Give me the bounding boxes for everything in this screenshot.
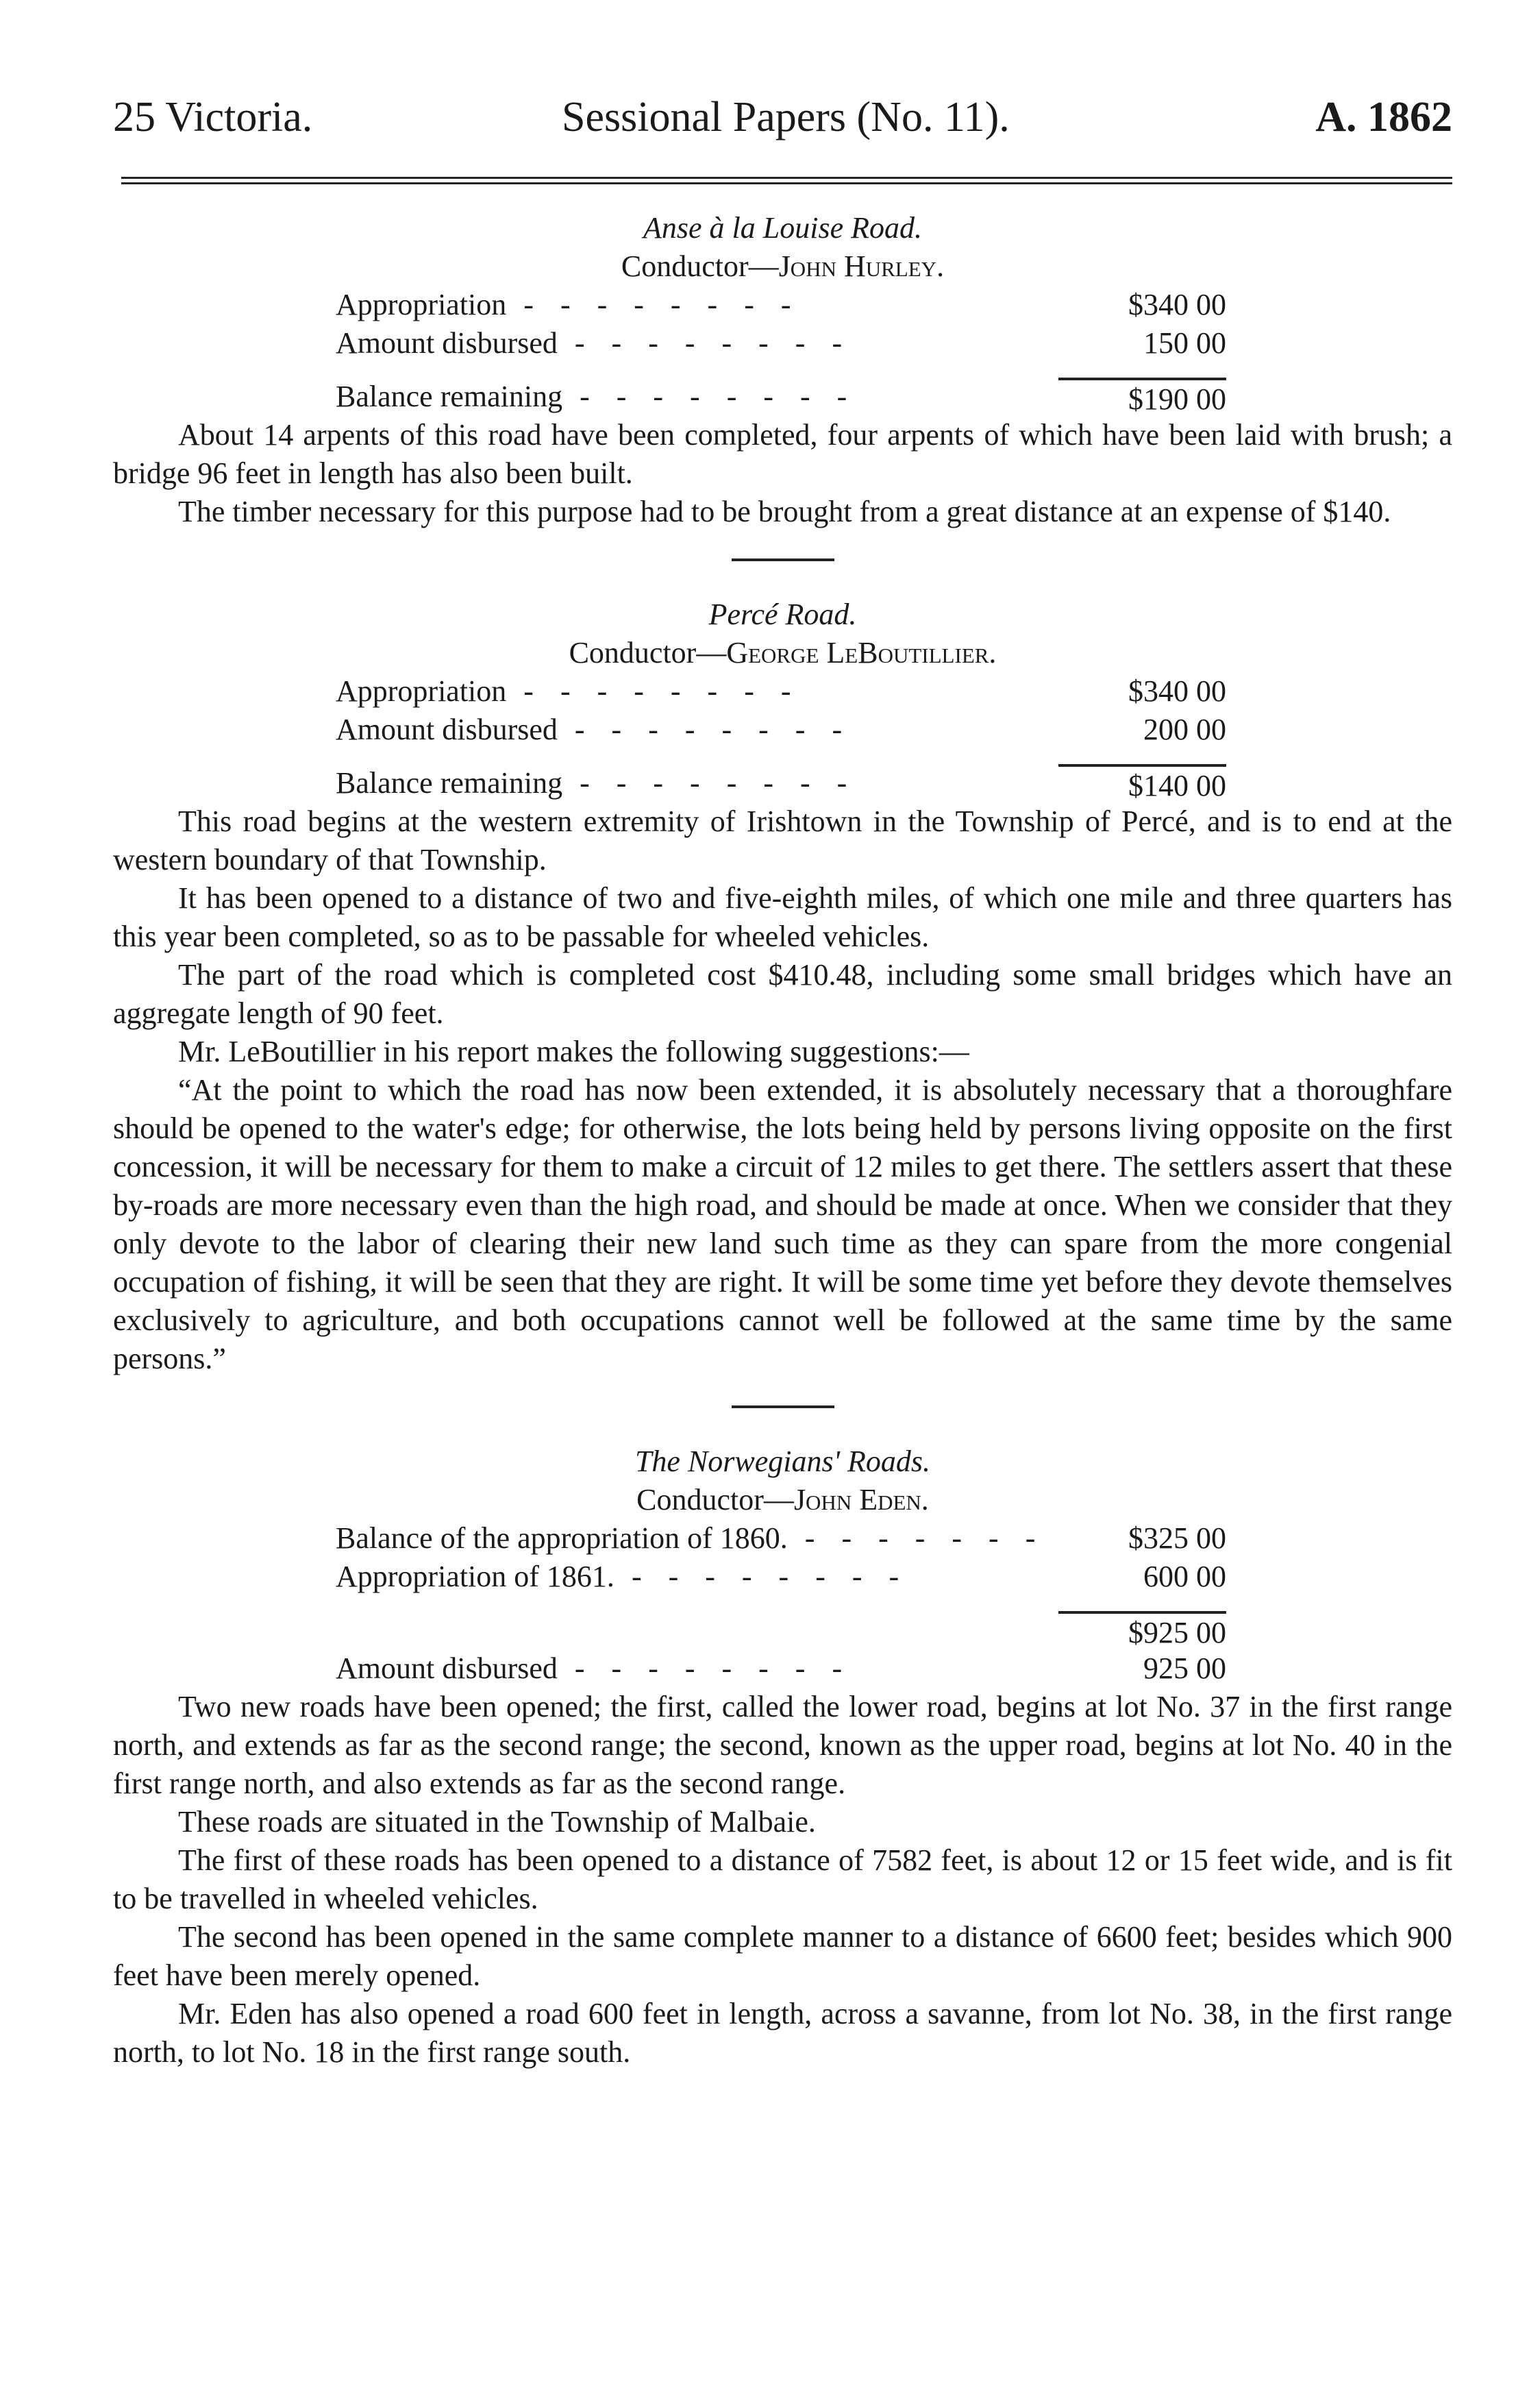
paragraph: The first of these roads has been opened to a distance of 7582 feet, is about 12 or 15 feet wide, and is fit to be travelled in wheeled vehicles. [113,1843,1452,1915]
paragraph: Mr. Eden has also opened a road 600 feet in length, across a savanne, from lot No. 38, in the first range north, to lot No. 18 in the first range south. [113,1997,1452,2069]
section-anse-a-la-louise-road [113,209,1452,531]
paragraph: Two new roads have been opened; the first, called the lower road, begins at lot No. 37 in the first range north, and extends as far as the second range; the second, known as the upper road, begins at lot No. 40 in the first range north, and also extends as far as the second range. [113,1690,1452,1800]
ledger-amount: $140 00 [1058,764,1226,802]
ledger-label: Balance remaining - - [336,764,1058,802]
paragraph: Mr. LeBoutillier in his report makes the following suggestions:— [178,1035,969,1068]
conductor-line [113,247,1452,286]
ledger-row [336,286,1226,324]
ledger-label: Balance remaining - - [336,378,1058,416]
ledger-label: Appropriation - - [336,672,1058,711]
conductor-prefix: Conductor— [636,1483,794,1516]
document-body [113,209,1452,2072]
ledger-row-subtotal [336,1611,1226,1649]
header-title: Sessional Papers (No. 11). [562,94,1010,140]
paragraph: The timber necessary for this purpose had to be brought from a great distance at an expense of $140. [178,495,1391,528]
conductor-name: John Eden. [793,1483,929,1516]
section-divider [732,558,834,561]
ledger-amount: 600 00 [1143,1560,1226,1593]
ledger-row [336,711,1226,749]
ledger-amount: $925 00 [1058,1611,1226,1649]
ledger-row [336,1519,1226,1558]
ledger-table [336,286,1226,416]
ledger-table [336,672,1226,802]
ledger-label: Appropriation - - [336,286,1058,324]
header-volume: 25 Victoria. [113,94,313,140]
quoted-paragraph: “At the point to which the road has now been extended, it is absolutely necessary that a thoroughfare should be opened to the water's edge; for otherwise, the lots being held by persons living opposite on the first concession, it will be necessary for them to make a circuit of 12 miles to get there. The settlers assert that these by-roads are more necessary even than the high road, and should be made at once. When we consider that they only devote to the labor of clearing their new land such time as they can spare from the more congenial occupation of fishing, it will be seen that they are right. It will be some time yet before they devote themselves exclusively to agriculture, and both occupations cannot well be followed at the same time by the same persons.” [113,1073,1452,1375]
section-perce-road [113,595,1452,1378]
ledger-row [336,1558,1226,1596]
page-header [113,82,1452,145]
ledger-amount: $325 00 [1128,1521,1226,1555]
conductor-name: John Hurley. [778,249,945,283]
header-double-rule [121,177,1452,188]
conductor-line [113,634,1452,672]
ledger-label: Appropriation of 1861. - - [336,1558,1058,1596]
conductor-line [113,1481,1452,1519]
section-title: Anse à la Louise Road. [643,211,922,245]
ledger-label: Balance of the appropriation of 1860. - - [336,1519,1058,1558]
ledger-amount: $340 00 [1128,288,1226,321]
ledger-row [336,324,1226,363]
paragraph: These roads are situated in the Township of Malbaie. [178,1805,816,1839]
ledger-label: Amount disbursed - - [336,324,1058,363]
paragraph: This road begins at the western extremity of Irishtown in the Township of Percé, and is to end at the western boundary of that Township. [113,804,1452,876]
ledger-label: Amount disbursed - - [336,711,1058,749]
section-title: The Norwegians' Roads. [634,1445,931,1478]
ledger-row-total [336,764,1226,802]
paragraph: It has been opened to a distance of two and five-eighth miles, of which one mile and three quarters has this year been completed, so as to be passable for wheeled vehicles. [113,881,1452,953]
ledger-row [336,1649,1226,1688]
ledger-row [336,672,1226,711]
section-norwegians-roads [113,1442,1452,2072]
ledger-amount: $340 00 [1128,674,1226,708]
ledger-row-total [336,378,1226,416]
conductor-prefix: Conductor— [569,636,727,669]
ledger-table [336,1519,1226,1688]
section-title: Percé Road. [708,598,857,631]
conductor-name: George LeBoutillier. [726,636,997,669]
paragraph: About 14 arpents of this road have been completed, four arpents of which have been laid with brush; a bridge 96 feet in length has also been built. [113,418,1452,490]
section-divider [732,1405,834,1408]
header-year: A. 1862 [1315,94,1452,140]
ledger-amount: $190 00 [1058,378,1226,416]
paragraph: The part of the road which is completed cost $410.48, including some small bridges which have an aggregate length of 90 feet. [113,958,1452,1030]
ledger-amount: 925 00 [1143,1651,1226,1685]
document-page [113,82,1452,2069]
ledger-amount: 200 00 [1143,713,1226,746]
ledger-label: Amount disbursed - - [336,1649,1058,1688]
ledger-amount: 150 00 [1143,326,1226,360]
conductor-prefix: Conductor— [621,249,779,283]
paragraph: The second has been opened in the same complete manner to a distance of 6600 feet; besides which 900 feet have been merely opened. [113,1920,1452,1992]
